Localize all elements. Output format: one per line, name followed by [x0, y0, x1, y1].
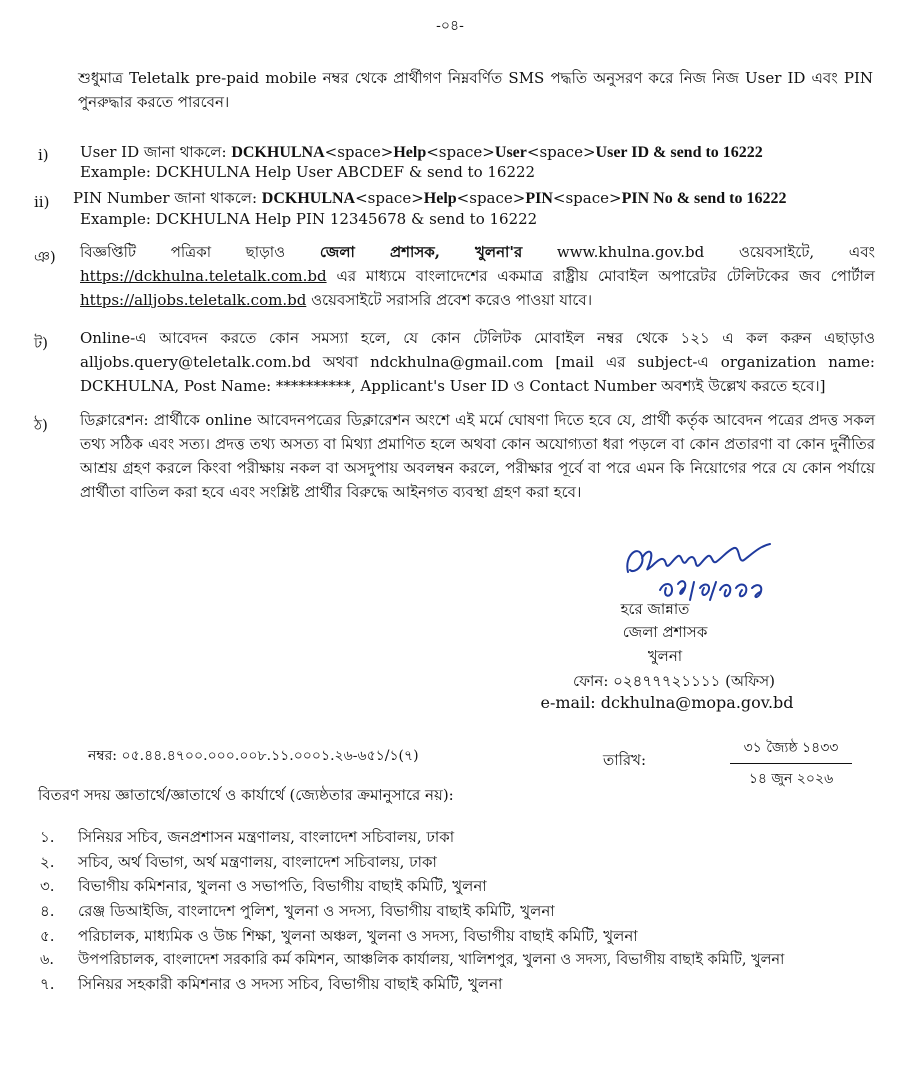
item-i-b2: Help — [393, 144, 427, 161]
item-jha-t3: এর মাধ্যমে বাংলাদেশের একমাত্র রাষ্ট্রীয় মোবাইল অপারেটর টেলিটকের জব পোর্টাল — [326, 267, 875, 285]
distribution-item: ২. সচিব, অর্থ বিভাগ, অর্থ মন্ত্রণালয়, বাংলাদেশ সচিবালয়, ঢাকা — [40, 853, 437, 871]
signatory-designation: জেলা প্রশাসক — [622, 623, 708, 641]
item-jha-t4: ওয়েবসাইটে সরাসরি প্রবেশ করেও পাওয়া যাবে। — [306, 291, 593, 309]
item-i-b1: DCKHULNA — [231, 144, 325, 161]
item-ta-marker: ট) — [34, 334, 49, 352]
item-i-b4: User ID & send to 16222 — [595, 144, 763, 161]
item-jha-marker: ঞ) — [34, 248, 56, 266]
item-jha-text — [80, 240, 875, 312]
distribution-item: ৭. সিনিয়র সহকারী কমিশনার ও সদস্য সচিব, বিভাগীয় বাছাই কমিটি, খুলনা — [40, 975, 503, 993]
item-i-s2: <space> — [426, 143, 495, 161]
distribution-item: ১. সিনিয়র সচিব, জনপ্রশাসন মন্ত্রণালয়, বাংলাদেশ সচিবালয়, ঢাকা — [40, 828, 455, 846]
sms-intro: শুধুমাত্র Teletalk pre-paid mobile নম্বর থেকে প্রার্থীগণ নিম্নবর্ণিত SMS পদ্ধতি অনুসরণ করে নিজ নিজ User ID এবং PIN পুনরুদ্ধার করতে পারবেন। — [78, 69, 873, 111]
item-i-b3: User — [494, 144, 527, 161]
item-jha-bold: জেলা প্রশাসক, খুলনা'র — [319, 243, 523, 261]
date-label: তারিখ: — [603, 751, 647, 769]
distribution-item: ৫. পরিচালক, মাধ্যমিক ও উচ্চ শিক্ষা, খুলনা অঞ্চল, খুলনা ও সদস্য, বিভাগীয় বাছাই কমিটি, খুলনা — [40, 927, 638, 945]
item-ii-b2: Help — [423, 190, 457, 207]
item-jha-t2: www.khulna.gov.bd ওয়েবসাইটে, এবং — [522, 243, 876, 261]
item-jha-t1: বিজ্ঞপ্তিটি পত্রিকা ছাড়াও — [80, 243, 320, 261]
item-ta-text: Online-এ আবেদন করতে কোন সমস্যা হলে, যে কোন টেলিটক মোবাইল নম্বর থেকে ১২১ এ কল করুন এছাড়াও alljobs.query@teletalk.com.bd অথবা ndckhulna@gmail.com [mail এর subject-এ organization name: DCKHULNA, Post Name: **********, Applicant's User ID ও Contact Number অবশ্যই উল্লেখ করতে হবে।] — [80, 329, 875, 395]
signatory-phone: ফোন: ০২৪৭৭৭২১১১১ (অফিস) — [573, 672, 775, 690]
item-tha-marker: ঠ) — [34, 416, 48, 434]
signatory-name: হরে জান্নাত — [620, 600, 690, 618]
item-ii-b1: DCKHULNA — [261, 190, 356, 207]
item-ii-s3: <space> — [552, 189, 622, 207]
signatory-email[interactable]: e-mail: dckhulna@mopa.gov.bd — [540, 693, 794, 712]
distribution-item: ৪. রেঞ্জ ডিআইজি, বাংলাদেশ পুলিশ, খুলনা ও সদস্য, বিভাগীয় বাছাই কমিটি, খুলনা — [40, 902, 555, 920]
item-i-line — [80, 140, 870, 165]
page-number: -০৪- — [436, 18, 464, 34]
dckhulna-teletalk-link[interactable]: https://dckhulna.teletalk.com.bd — [80, 267, 327, 285]
item-ii-b4: PIN No & send to 16222 — [621, 190, 787, 207]
signatory-district: খুলনা — [647, 647, 683, 665]
distribution-item: ৩. বিভাগীয় কমিশনার, খুলনা ও সভাপতি, বিভাগীয় বাছাই কমিটি, খুলনা — [40, 877, 487, 895]
item-i-s1: <space> — [324, 143, 394, 161]
item-i-marker: i) — [38, 146, 49, 164]
item-ii-s1: <space> — [355, 189, 424, 207]
date-english: ১৪ জুন ২০২৬ — [748, 771, 834, 787]
date-divider — [730, 763, 852, 764]
item-ii-line — [73, 186, 873, 211]
date-box — [730, 736, 852, 791]
item-ii-b3: PIN — [525, 190, 553, 207]
item-ii-example: Example: DCKHULNA Help PIN 12345678 & send to 16222 — [80, 210, 538, 228]
item-ii-marker: ii) — [34, 193, 50, 211]
item-i-lead: User ID জানা থাকলে: — [80, 143, 232, 161]
item-tha-text: ডিক্লারেশন: প্রার্থীকে online আবেদনপত্রের ডিক্লারেশন অংশে এই মর্মে ঘোষণা দিতে হবে যে, প্রার্থী কর্তৃক আবেদন পত্রের প্রদত্ত সকল তথ্য সঠিক এবং সত্য। প্রদত্ত তথ্য অসত্য বা মিথ্যা প্রমাণিত হলে অথবা কোন অযোগ্যতা ধরা পড়লে বা কোন প্রতারণা বা কোন দুর্নীতির আশ্রয় গ্রহণ করলে কিংবা পরীক্ষায় নকল বা অসদুপায় অবলম্বন করলে, পরীক্ষার পূর্বে বা পরে এমন কি নিয়োগের পরে যে কোন পর্যায়ে প্রার্থীতা বাতিল করা হবে এবং সংশ্লিষ্ট প্রার্থীর বিরুদ্ধে আইনগত ব্যবস্থা গ্রহণ করা হবে। — [80, 411, 875, 501]
item-i-s3: <space> — [526, 143, 596, 161]
item-ii-s2: <space> — [456, 189, 526, 207]
item-ii-lead: PIN Number জানা থাকলে: — [73, 189, 262, 207]
distribution-item: ৬. উপপরিচালক, বাংলাদেশ সরকারি কর্ম কমিশন, আঞ্চলিক কার্যালয়, খালিশপুর, খুলনা ও সদস্য, বিভাগীয় বাছাই কমিটি, খুলনা — [40, 952, 785, 968]
memo-number: নম্বর: ০৫.৪৪.৪৭০০.০০০.০০৮.১১.০০০১.২৬-৬৫১/১(৭) — [88, 748, 419, 764]
date-bangla: ৩১ জ্যৈষ্ঠ ১৪৩৩ — [743, 740, 839, 756]
signature-image — [620, 538, 790, 604]
distribution-heading: বিতরণ সদয় জ্ঞাতার্থে/জ্ঞাতার্থে ও কার্যার্থে (জ্যেষ্ঠতার ক্রমানুসারে নয়): — [38, 786, 454, 804]
alljobs-teletalk-link[interactable]: https://alljobs.teletalk.com.bd — [80, 291, 307, 309]
item-i-example: Example: DCKHULNA Help User ABCDEF & send to 16222 — [80, 163, 536, 181]
